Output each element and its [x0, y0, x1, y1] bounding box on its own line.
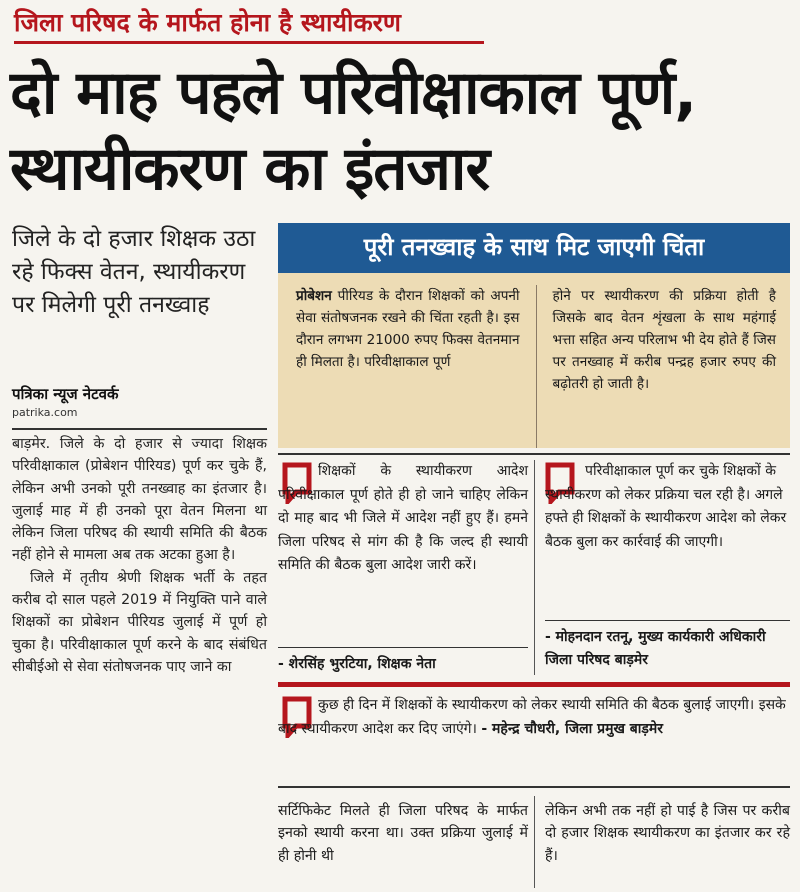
info-box-col1	[296, 285, 520, 448]
paragraph: जिले में तृतीय श्रेणी शिक्षक भर्ती के तहत करीब दो साल पहले 2019 में नियुक्ति पाने वाले शिक्षकों का प्रोबेशन पीरियड जुलाई में पूर्ण हो चुका है। परिवीक्षाकाल पूर्ण करने के बाद संबंधित सीबीईओ से सेवा संतोषजनक पाए जाने का	[12, 569, 267, 675]
divider	[278, 453, 790, 455]
divider	[545, 620, 790, 621]
info-box	[278, 273, 790, 448]
website: patrika.com	[12, 406, 78, 419]
quote-attribution: - महेन्द्र चौधरी, जिला प्रमुख बाड़मेर	[481, 720, 664, 737]
divider	[278, 647, 528, 648]
quote-text	[278, 694, 788, 741]
info-box-text: पीरियड के दौरान शिक्षकों को अपनी सेवा संतोषजनक रखने की चिंता रहती है। इस दौरान लगभग 21000 रुपए फिक्स वेतनमान ही मिलता है। परिवीक्षाकाल पूर्ण	[296, 288, 520, 370]
info-box-col2: होने पर स्थायीकरण की प्रक्रिया होती है जिसके बाद वेतन शृंखला के साथ महंगाई भत्ता सहित अन्य परिलाभ भी देय होते हैं जिस पर तनख्वाह में करीब पन्द्रह हजार रुपए की बढ़ोतरी हो जाती है।	[552, 288, 776, 392]
article-body-right-col2: लेकिन अभी तक नहीं हो पाई है जिस पर करीब दो हजार शिक्षक स्थायीकरण का इंतजार कर रहे हैं।	[545, 803, 790, 864]
divider	[534, 460, 535, 675]
quote-text: शिक्षकों के स्थायीकरण आदेश परिवीक्षाकाल पूर्ण होते ही हो जाने चाहिए लेकिन दो माह बाद भी जिले में आदेश नहीं हुए हैं। हमने जिला परिषद से मांग की है कि जल्द ही स्थायी समिति की बैठक बुला आदेश जारी करें।	[278, 463, 528, 573]
article-body-right-col1: सर्टिफिकेट मिलते ही जिला परिषद के मार्फत इनको स्थायी करना था। उक्त प्रक्रिया जुलाई में ही होनी थी	[278, 803, 528, 864]
paragraph: बाड़मेर. जिले के दो हजार से ज्यादा शिक्षक परिवीक्षाकाल (प्रोबेशन पीरियड) पूर्ण कर चुके हैं, लेकिन अभी उनको पूरी तनख्वाह का इंतजार है। जुलाई माह में ही उनको पूरा वेतन मिलना था लेकिन जिला परिषद की स्थायी समिति की बैठक नहीं होने से मामला अब तक अटका हुआ है।	[12, 436, 267, 564]
divider	[12, 428, 267, 430]
article-body-left	[12, 433, 267, 678]
quote-attribution: - मोहनदान रतनू, मुख्य कार्यकारी अधिकारी जिला परिषद बाड़मेर	[545, 629, 766, 668]
quote-body: कुछ ही दिन में शिक्षकों के स्थायीकरण को लेकर स्थायी समिति की बैठक बुलाई जाएगी। इसके बाद स्थायीकरण आदेश कर दिए जाएंगे।	[278, 697, 786, 737]
divider	[534, 796, 535, 888]
info-box-lead: प्रोबेशन	[296, 288, 332, 304]
kicker: जिला परिषद के मार्फत होना है स्थायीकरण	[14, 6, 484, 44]
divider	[278, 786, 790, 788]
byline: पत्रिका न्यूज नेटवर्क	[12, 385, 119, 403]
headline: दो माह पहले परिवीक्षाकाल पूर्ण, स्थायीकरण का इंतजार	[10, 58, 697, 204]
quote-attribution: - शेरसिंह भुरटिया, शिक्षक नेता	[278, 656, 436, 672]
divider	[278, 682, 790, 687]
deck: जिले के दो हजार शिक्षक उठा रहे फिक्स वेतन, स्थायीकरण पर मिलेगी पूरी तनख्वाह	[12, 226, 256, 318]
box-title: पूरी तनख्वाह के साथ मिट जाएगी चिंता	[278, 223, 790, 273]
divider	[536, 285, 537, 448]
quote-text: परिवीक्षाकाल पूर्ण कर चुके शिक्षकों के स्थायीकरण को लेकर प्रक्रिया चल रही है। अगले हफ्ते ही शिक्षकों के स्थायीकरण आदेश को लेकर बैठक बुला कर कार्रवाई की जाएगी।	[545, 463, 787, 550]
